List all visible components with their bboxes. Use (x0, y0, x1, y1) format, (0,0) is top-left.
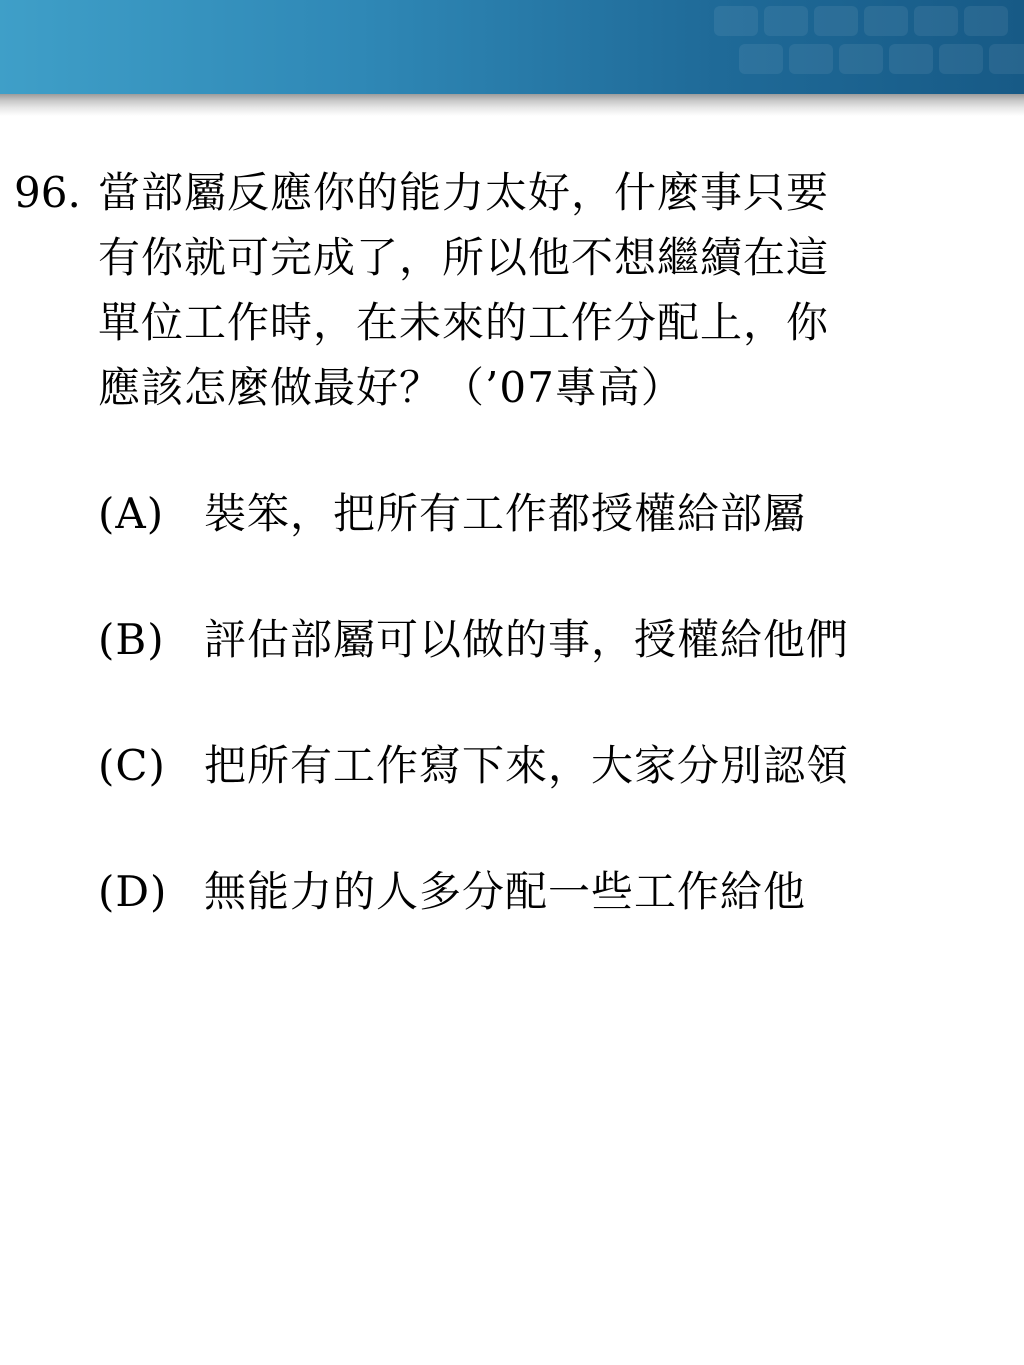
question-line: 應該怎麼做最好？（’07專高） (98, 363, 684, 412)
option-b (98, 610, 998, 670)
slide-header-bar (0, 0, 1024, 94)
option-label: (D) (98, 867, 168, 916)
option-a (98, 484, 998, 544)
option-c (98, 736, 998, 796)
header-shadow (0, 94, 1024, 116)
option-label: (A) (98, 489, 165, 538)
option-text: 把所有工作寫下來，大家分別認領 (204, 741, 850, 790)
option-label: (B) (98, 615, 165, 664)
option-label: (C) (98, 741, 166, 790)
question-number: 96. (14, 168, 81, 217)
question-text (98, 160, 998, 420)
header-decoration (694, 0, 1024, 94)
option-d (98, 862, 998, 922)
option-text: 裝笨，把所有工作都授權給部屬 (204, 489, 807, 538)
option-text: 無能力的人多分配一些工作給他 (204, 867, 807, 916)
question-line: 當部屬反應你的能力太好，什麼事只要 (98, 168, 830, 217)
option-text: 評估部屬可以做的事，授權給他們 (204, 615, 850, 664)
question-line: 單位工作時，在未來的工作分配上，你 (98, 298, 830, 347)
question-line: 有你就可完成了，所以他不想繼續在這 (98, 233, 830, 282)
